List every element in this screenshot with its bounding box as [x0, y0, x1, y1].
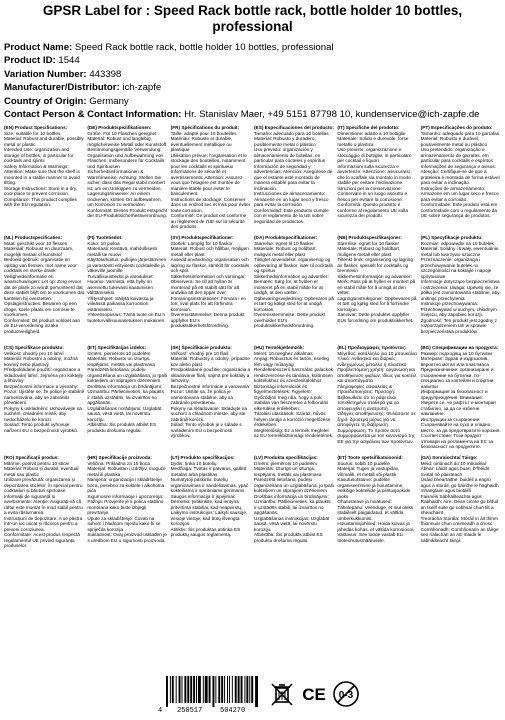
barcode-bar — [249, 676, 250, 703]
spec-heading: (ET) Specifikācijas izdeks: — [87, 345, 146, 351]
spec-block — [421, 235, 501, 345]
spec-heading: (PT) Especificações do produto: — [420, 125, 493, 131]
barcode — [158, 675, 258, 715]
spec-grid — [4, 125, 501, 565]
spec-block — [171, 235, 251, 345]
product-id-row — [4, 54, 501, 67]
spec-block — [421, 125, 501, 235]
info-label: Variation Number: — [4, 68, 87, 80]
spec-text: Storlek: Lämplig för 10 flaskor Material: Robust och hållbar, möjligen metall eller plast Avsedd användning: organisation och lagring av flaskor, särskilt för cocktails och sprit Säkerhetsinformation och varningar: Observera: Se till att hyllan är monterad på ett stabilt sätt för att undvika att den tippar över. Förvaringsinstruktioner: Förvara i en torr, sval plats för att förhindra korrosion. Överensstämmelse: Denna produkt uppfyller EU:s produktsäkerhetsförordning. — [170, 240, 250, 329]
barcode-bars — [166, 676, 258, 707]
spec-block — [4, 345, 84, 455]
spec-text: Izmērs: piemērots 10 pudelēm Materiāls: Robusts un izturīgs, iespējams, metāls vai plastmasa Paredzētā lietošana: pudeļu organizēšana un uzglabāšana, jo īpaši kokteiļiem un stiprajiem dzērieniem Drošības informācija un brīdinājumi: Uzmanību: Pārliecinieties, ka plaukts ir stabili uzstādīts, lai izvairītos no apgāšanās. Uzglabāšanas norādījumi: Uzglabāt sausā, vēsā vietā, lai novērstu koroziju. Atbilstība: Šis produkts atbilst ES produktu drošuma regulai. — [87, 350, 168, 433]
spec-block — [87, 455, 167, 565]
crossed-out-bin-icon — [268, 680, 296, 708]
spec-text: Μέγεθος: κατάλληλο για 10 μπουκάλια Υλικό: Ανθεκτικό και διαρκές, ενδεχομένως μέταλλο ή πλαστικό Προβλεπόμενη χρήση: οργάνωση και αποθήκευση φιαλών, ιδίως για κοκτέιλ και αποστάγματα Πληροφορίες ασφαλείας & Προειδοποιήσεις: Προσοχή: Βεβαιωθείτε ότι το ράφι είναι τοποθετημένο σταθερά για να αποφευχθεί η ανατροπή. Οδηγίες αποθήκευσης: Φυλάσσετε σε ξηρό, δροσερό μέρος για να αποφύγετε τη διάβρωση. Συμμόρφωση: Το προϊόν αυτό συμμορφώνεται με τον κανονισμό της ΕΕ για την ασφάλεια των προϊόντων. — [337, 350, 417, 444]
spec-heading: (NB) Produktspesifikasjoner: — [337, 235, 402, 241]
barcode-bar — [209, 676, 211, 703]
info-label: Product ID: — [4, 55, 56, 67]
spec-text: Размер: подходящ за 10 бутилки Материал: Здрав и издръжлив, вероятно метал или пластмаса Предназначение: организиране и съхранение на бутилки, по-специално за коктейли и спиртни напитки Информация за безопасност и предупреждения: Внимание: Уверете се, че рафтът е монтиран стабилно, за да се избегне накланяне. Инструкции за съхранение: Съхранявайте на сухо и хладно място, за да предотвратите корозия. Съответствие: Този продукт отговаря на регламента на ЕС за безопасност на продуктите. — [420, 350, 501, 450]
spec-block — [87, 345, 167, 455]
spec-block — [421, 345, 501, 455]
barcode-bar — [232, 676, 233, 703]
contact-row — [4, 108, 501, 121]
info-label: Country of Origin: — [4, 95, 87, 107]
spec-block — [4, 125, 84, 235]
barcode-bar — [190, 676, 192, 703]
age-warning-icon — [332, 680, 360, 708]
spec-text: Størrelse: egnet for 10 flasker Materiale: Robust og holdbart, muligens metall eller plast Tiltenkt bruk: organisering og lagring av flasker, spesielt for cocktails og brennevin Sikkerhetsinformasjon og advarsler: Merk: Pass på at hyllen er montert på en stabil måte for å unngå at den velter. Lagringsinstruksjoner: Oppbevares på et tørt og kjølig sted for å forhindre korrosjon. Samsvar: Dette produktet oppfyller EUs forordning om produktsikkerhet. — [337, 240, 417, 323]
spec-text: Méid: oiriúnach do 10 mbuidéal Ábhar: Láidir agus buan, b'fhéidir miotal nó plaisteach Úsáid bheartaithe: buidéil a eagrú agus a stóráil, go háirithe le haghaidh mhanglaim agus biotáillí Faisnéis Sábháilteachta agus Rabhaidh: Aire: Déan cinnte go bhfuil an tseilf suite go cobhsaí chun tilt a sheachaint. Treoracha Stórála: Stóráil in áit thirim fhionnuar chun creimeadh a chosc. Comhlíonadh: Comhlíonann an táirge seo rialachán an AE maidir le sábháilteacht táirgí. — [420, 460, 499, 543]
info-value: ich-zapfe — [122, 82, 162, 94]
barcode-bar — [244, 676, 245, 703]
barcode-bar — [170, 676, 171, 703]
barcode-bar — [246, 676, 248, 703]
spec-heading: (BG) Спецификации на продукта: — [420, 345, 499, 351]
country-row — [4, 95, 501, 108]
spec-block — [337, 235, 417, 345]
barcode-bar — [179, 676, 181, 703]
spec-heading: (LV) Produkta specifikācijas: — [254, 455, 318, 461]
label-footer — [0, 675, 505, 720]
spec-block — [337, 345, 417, 455]
barcode-bar — [218, 676, 220, 703]
variation-number-row — [4, 68, 501, 81]
spec-block — [254, 455, 334, 565]
spec-block — [171, 455, 251, 565]
info-label: Contact Person & Contact Information: — [4, 109, 182, 121]
barcode-bar — [227, 676, 228, 703]
spec-heading: (FR) Spécifications du produit: — [170, 125, 240, 131]
spec-text: Tamaño: adecuado para 10 botellas Material: Robusto y duradero, posiblemente metal o plástico Uso previsto: organización y almacenamiento de botellas, en particular para cócteles y espíritus Información de seguridad y advertencias: Atención: Asegúrese de que el estante esté montado de manera estable para evitar la inclinación. Instrucciones de almacenamiento: Almacene en un lugar seco y fresco para evitar la corrosión. Conformidad: Este producto cumple con el reglamento de la UE sobre seguridad de productos. — [254, 130, 333, 224]
age-warning-text: 0-3 — [338, 690, 354, 701]
spec-text: Dydis: tinka 10 butelių Medžiaga: Tvirtas ir patvarus, galbūt metalas arba plastikas Numatytoji paskirtis: butelių organizavimas ir sandėliavimas, ypač kokteiliams ir spiritiniams gėrimams Saugos informacija ir įspėjimai: Dėmesio: Įsitikinkite, kad lentyna pritvirtinta stabiliai, kad neapvirstų. Laikymo instrukcijos: Laikyti sausoje, vėsioje vietoje, kad būtų išvengta korozijos. Atitiktis: Šis produktas atitinka ES produktų saugos reglamentą. — [170, 460, 249, 538]
spec-block — [254, 125, 334, 235]
spec-block — [171, 345, 251, 455]
spec-heading: (IT) Specifiche del prodotto: — [337, 125, 400, 131]
spec-block — [87, 235, 167, 345]
spec-heading: (SK) Špecifikácie produktu: — [170, 345, 232, 351]
barcode-bar — [235, 676, 237, 703]
spec-heading: (EL) Προδιαγραφές προϊόντος: — [337, 345, 407, 351]
info-value: 443398 — [89, 68, 122, 80]
spec-text: Taille: adapté pour 10 bouteilles Matériau: Robuste et durable, éventuellement métallique ou plastique Utilisation prévue: l'organisation et le stockage des bouteilles, notamment pour les cocktails et spiritueux Informations de sécurité et avertissements: Attention: Assurez-vous que l'étagère est montée de manière stable pour éviter le basculement. Instructions de stockage: Conserver dans un endroit sec et frais pour éviter toute corrosion. Conformité: Ce produit est conforme au règlement de l'UE sur la sécurité des produits. — [170, 130, 251, 230]
info-value: Hr. Stanislav Maer, +49 5151 87798 10, kundenservice@ich-zapfe.de — [184, 109, 480, 121]
spec-text: Veľkosť: vhodný pre 10 fliaš Materiál: Robustný a odolný, prípadne kov alebo plast Predpokladané použitie: organizácia a skladovanie fliaš, najmä pre koktaily a liehoviny Bezpečnostné informácie a varovania: Pozor: Uistite sa, že polica je namontovaná stabilne, aby sa zabránilo prevráteniu. Pokyny na skladovanie: Skladujte na suchom a chladnom mieste, aby ste zabránili korózii. Súlad: Tento výrobok je v súlade s nariadením EÚ o bezpečnosti výrobkov. — [170, 350, 251, 439]
spec-text: Méret: 10 üveghez alkalmas Anyag: Robusztus és tartós, esetleg fém vagy műanyag Rendeltetésszerű használat: palackok rendszerezése és tárolása, különösen koktélokhoz és szeszesitalokhoz Biztonsági információk és figyelmeztetések: Figyelem: Győződjön meg róla, hogy a polc stabilan van felszerelve a felborulás elkerülése érdekében. Tárolási utasítások: Száraz, hűvös helyen tárolja a korrózió megelőzése érdekében. Megfelelőség: Ez a termék megfelel az EU termékbiztonsági rendeletének. — [254, 350, 334, 439]
spec-heading: (HR) Specifikacije proizvoda: — [87, 455, 152, 461]
spec-heading: (ES) Especificaciones del producto: — [254, 125, 334, 131]
barcode-bar — [241, 676, 243, 703]
spec-text: Dimensione: adatto a 10 bottiglie Materiale: Solido e durevole, forse metallo o plastica Uso previsto: organizzazione e stoccaggio di bottiglie, in particolare per cocktail e liquori Informazioni sulla sicurezza e avvertenze: Attenzione: assicurarsi che lo scaffale sia montato in modo stabile per evitare l'inclinazione. Istruzioni per la conservazione: Conservare in un luogo asciutto e fresco per evitare la corrosione. Conformità: Questo prodotto è conforme al regolamento UE sulla sicurezza dei prodotti. — [337, 130, 412, 219]
barcode-bar — [196, 676, 197, 703]
spec-block — [4, 455, 84, 565]
spec-text: Koko: 10 pulloa Materiaali: Kestävä, mahdollisesti metalli tai muovi Käyttötarkoitus: pullojen järjestäminen ja varastointi erityisesti cocktaileille ja väkeville juomille Turvallisuustiedot ja varoitukset: Huomio: Varmista, että hylly on asennettu tukevasti kaatumisen välttämiseksi. Yllitysohjeet: Säilytä kuivassa ja viileässä paikassa korroosion estämiseksi. Yhteensopivuus: Tämä tuote on EU:n tuoteturvallisuusasetuksen mukainen. — [87, 240, 167, 323]
barcode-bar — [184, 676, 186, 703]
spec-block — [87, 125, 167, 235]
barcode-bar — [187, 676, 189, 703]
spec-block — [421, 455, 501, 565]
spec-block — [254, 235, 334, 345]
spec-text: Mărime: potrivit pentru 10 sticle Material: Robust și durabil, eventual metal sau plastic Utilizare prevăzută: organizarea și depozitarea sticlelor, în special pentru cocktailuri și băuturi spirtoase Informații de siguranță și avertismente: Atenție: Asigurați-vă că raftul este montat în mod stabil pentru a evita răsturnarea. Instrucțiuni de depozitare: A se păstra într-un loc uscat și răcoros pentru a preveni coroziunea. Conformitate: Acest produs respectă regulamentul UE privind siguranța produselor. — [4, 460, 83, 549]
page-title: GPSR Label for : Speed Rack bottle rack, bottle holder 10 bottles, professional — [42, 3, 463, 34]
spec-heading: (FI) Tuotetiedot: — [87, 235, 123, 241]
spec-heading: (EN) Product Specifications: — [4, 125, 68, 131]
product-info — [4, 41, 501, 121]
spec-text: Størrelse: egnet til 10 flasker Materiale: Robust og holdbart, muligvis metal eller plast Tilsigtet anvendelse: organisering og opbevaring af flasker, især til cocktails og spiritus Sikkerhedsinformation og advarsler: Bemærk: Sørg for, at hylden er monteret på en stabil måde for at undgå, at den vælter. Opbevaringsvejledning: Opbevares på et tørt og køligt sted for at undgå korrosion. Overensstemmelse: Dette produkt overholder EU's produktsikkerhedsforordning. — [254, 240, 334, 329]
spec-text: Velikost: vhodný pro 10 lahví Materiál: Robustní a odolný, možná kovový nebo plastový Předpokládané použití: organizace a skladování lahví, zejména pro koktejly a lihoviny Bezpečnostní informace a výstrahy: Pozor: Ujistěte se, že police je stabilně namontována, aby se zabránilo převrácení. Pokyny k uskladnění: Uchovávejte na suchém, chladném místě, aby nedocházelo ke korozi. Soulad: Tento produkt vyhovuje nařízení EU o bezpečnosti výrobků. — [4, 350, 85, 433]
spec-heading: (CS) Specifikace produktu: — [4, 345, 64, 351]
manufacturer-row — [4, 81, 501, 94]
barcode-bar — [198, 676, 201, 703]
spec-text: Suurus: sobib 10 pudelile Materjal: Tugev ja vastupidav, võimalik, et metall või plastik Kasutusotstarve: pudelite organiseerimine ja hoiustamine, eelkõige kokteilide ja piiritusjookide jaoks Ohutusteave ja hoiatused: Tähelepanu: Veenduge, et riiul oleks stabiilselt paigaldatud, et vältida ümberkukkumist. Hoiustamisjuhised: Hoida kuivas ja jahedas kohas, et vältida korrosiooni. Vastavus: See toode vastab ELi tooteohutusmäärusele. — [337, 460, 415, 543]
info-label: Product Name: — [4, 42, 73, 53]
barcode-bar — [251, 676, 253, 703]
barcode-digits-right: 504270 — [220, 707, 246, 715]
barcode-bar — [176, 676, 177, 703]
barcode-bar — [181, 676, 182, 703]
info-value: Germany — [89, 95, 129, 107]
barcode-bar — [172, 676, 174, 703]
spec-heading: (LT) Produkto specifikacijos: — [170, 455, 235, 461]
spec-text: Rozmiar: odpowiedni na 10 butelek Materiał: Solidny i trwały, ewentualnie metal lub tworzywo sztuczne Przeznaczenie: organizacja i przechowywanie butelek, w szczególności na koktajle i napoje spirytusowe Informacje dotyczące bezpieczeństwa i ostrzeżenia: Uwaga: Upewnij się, że półka jest zamontowana stabilnie, aby uniknąć przechylenia. Instrukcje przechowywania: Przechowywać w suchym, chłodnym miejscu, aby zapobiec korozji. Zgodność: Ten produkt jest zgodny z rozporządzeniem UE w sprawie bezpieczeństwa produktów. — [420, 240, 500, 334]
spec-block — [337, 125, 417, 235]
spec-heading: (ET) Toote spetsifikatsioonid: — [337, 455, 403, 461]
spec-block — [337, 455, 417, 565]
spec-heading: (NL) Productspecificaties: — [4, 235, 63, 241]
spec-block — [171, 125, 251, 235]
ce-mark-text: CE — [302, 685, 326, 704]
info-value: Speed Rack bottle rack, bottle holder 10 bottles, professional — [74, 42, 334, 53]
barcode-bar — [224, 676, 225, 703]
barcode-bar — [221, 676, 223, 703]
spec-text: Size: suitable for 10 bottles Material: Robust and durable, possibly metal or plastic Intended Use: organization and storage of bottles, in particular for cocktails and spirits Safety Information & Warnings: Attention: Make sure that the shelf is mounted in a stable manner to avoid tilting. Storage Instructions: Store in a dry, cool place to prevent corrosion. Compliance: This product complies with the EU regulation. — [4, 130, 84, 208]
product-name-row — [4, 41, 501, 54]
barcode-bar — [166, 676, 168, 707]
spec-heading: (HU) Termékjellemzők: — [254, 345, 305, 351]
spec-text: Tamanho: adequado para 10 garrafas Material: Robusto e durável, possivelmente metal ou plástico Uso pretendido: organização e armazenamento de garrafas, em particular para cocktails e espíritos Informações de segurança e avisos: Atenção: Certifique-se de que a prateleira é montada de forma estável para evitar a inclinação. Instruções de armazenamento: Armazene em um lugar seco e fresco para evitar a corrosão. Conformidade: Este produto está em conformidade com o regulamento da UE sobre segurança de produtos. — [420, 130, 500, 219]
barcode-digits-left: 250517 — [177, 707, 203, 715]
info-value: 1544 — [58, 55, 80, 67]
info-label: Manufacturer/Distributor: — [4, 82, 120, 94]
barcode-bar — [193, 676, 195, 703]
barcode-bar — [205, 676, 208, 703]
spec-text: Izmērs: piemērots 10 pudelēm Materiāls: Izturīgs un izturīgs, iespējams, metāls vai plastmasa Paredzētā lietošana: pudeļu organizēšana un uzglabāšana, jo īpaši kokteiļiem un stiprajiem dzērieniem Drošības informācija un brīdinājumi: Uzmanību: Pārliecinieties, ka plaukts ir uzstādīts stabili, lai izvairītos no apgāšanās. Uzglabāšanas instrukcijas: Uzglabāt sausā, vēsā vietā, lai novērstu koroziju. Atbilstība: Šis produkts atbilst ES produktu drošuma regulai. — [254, 460, 335, 543]
spec-block — [4, 235, 84, 345]
barcode-digit: 4 — [158, 707, 163, 715]
spec-heading: (SV) Produktspecifikationer: — [170, 235, 234, 241]
spec-text: Veličina: Prikladna za 10 boca Materijal: Robustan i izdržljiv, moguće metal ili plastika Namjena: organizacija i skladištenje boca, posebno za koktele i alkoholna pića Sigurnosne informacije i upozorenja: Pažnja: Provjerite je li polica stabilno montirana kako biste izbjegli prevrtanje. Upute za skladištenje: Čuvati na suhom i hladnom mjestu kako bi se spriječila korozija. Sukladnost: Ovaj proizvod usklađen je s uredbom EU o sigurnosti proizvoda. — [87, 460, 167, 543]
spec-heading: (RO) Specificații produs: — [4, 455, 59, 461]
spec-text: Maat: geschikt voor 10 flessen Materiaal: Robuust en duurzaam, mogelijk metaal of kunststof Bedoeld gebruik: organisatie en opslag van flessen, met name voor cocktails en sterke drank Veiligheidsinformatie en waarschuwingen: Let op: Zorg ervoor dat de plank zo wordt gemonteerd dat deze stabiel blijft om te voorkomen dat kantelen hij overzetten. Opslaginstructies: Bewaren op een droge, koele plaats om corrosie te voorkomen. Conformiteit: Dit product voldoet aan de EU-verordening inzake productveiligheid. — [4, 240, 84, 334]
barcode-bar — [255, 676, 258, 707]
spec-heading: (DA) Produktspecifikationer: — [254, 235, 318, 241]
barcode-bar — [238, 676, 240, 703]
ce-mark-icon — [300, 680, 328, 708]
barcode-bar — [212, 676, 214, 707]
barcode-bar — [215, 676, 216, 703]
spec-text: Größe: Für 10 Flaschen geeignet Material: Robust und langlebig, möglicherweise Metall oder Kunststoff Bestimmungsgemäße Verwendung: Organisation und Aufbewahrung von Flaschen, insbesondere für Cocktails und Spirituosen Sicherheitsinformationen & Warnhinweise: Achtung: Stellen Sie sicher, dass das Regal stabil montiert ist, um ein Umkippen zu vermeiden. Lagerungshinweise: An einem trockenen, kühlen Ort aufbewahren, um Korrosion zu vermeiden. Konformität: Dieses Produkt entspricht der EU-Produktsicherheitsverordnung. — [87, 130, 168, 219]
spec-heading: (PL) Specyfikacje produktu: — [420, 235, 483, 241]
spec-heading: (GA) Sonraíochtaí Táirge: — [420, 455, 478, 461]
barcode-bar — [229, 676, 230, 703]
spec-heading: (DE) Produktspezifikationen: — [87, 125, 152, 131]
barcode-bar — [203, 676, 204, 703]
spec-block — [254, 345, 334, 455]
